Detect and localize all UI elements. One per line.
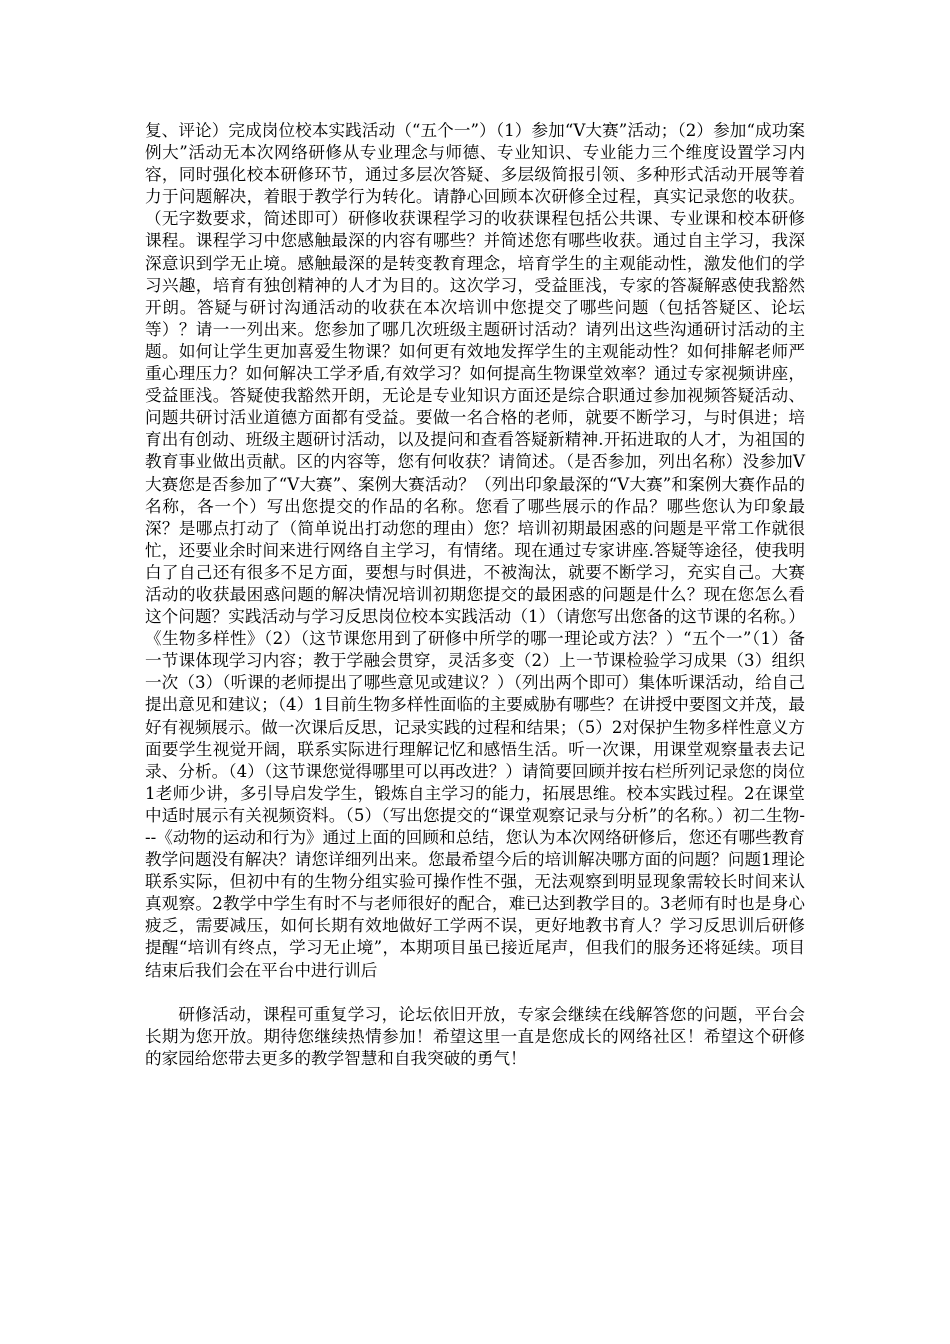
- body-paragraph-2: 研修活动，课程可重复学习，论坛依旧开放，专家会继续在线解答您的问题，平台会长期为您开放。期待您继续热情参加！希望这里一直是您成长的网络社区！希望这个研修的家园给您带去更多的教学智慧和自我突破的勇气！: [145, 1004, 805, 1068]
- body-paragraph-1: 复、评论）完成岗位校本实践活动（“五个一”）（1）参加“V大赛”活动；（2）参加“成功案例大”活动无本次网络研修从专业理念与师德、专业知识、专业能力三个维度设置学习内容，同时强化校本研修环节，通过多层次答疑、多层级简报引领、多种形式活动开展等着力于问题解决，着眼于教学行为转化。请静心回顾本次研修全过程，真实记录您的收获。（无字数要求，简述即可）研修收获课程学习的收获课程包括公共课、专业课和校本研修课程。课程学习中您感触最深的内容有哪些？并简述您有哪些收获。通过自主学习，我深深意识到学无止境。感触最深的是转变教育理念，培育学生的主观能动性，激发他们的学习兴趣，培育有独创精神的人才为目的。这次学习，受益匪浅，专家的答凝解惑使我豁然开朗。答疑与研讨沟通活动的收获在本次培训中您提交了哪些问题（包括答疑区、论坛等）？请一一列出来。您参加了哪几次班级主题研讨活动？请列出这些沟通研讨活动的主题。如何让学生更加喜爱生物课？如何更有效地发挥学生的主观能动性？如何排解老师严重心理压力？如何解决工学矛盾,有效学习？如何提高生物课堂效率？通过专家视频讲座，受益匪浅。答疑使我豁然开朗，无论是专业知识方面还是综合职通过参加视频答疑活动、问题共研讨活业道德方面都有受益。要做一名合格的老师，就要不断学习，与时俱进；培育出有创动、班级主题研讨活动，以及提问和查看答疑新精神.开拓进取的人才，为祖国的教育事业做出贡献。区的内容等，您有何收获？请简述。（是否参加，列出名称）没参加V大赛您是否参加了“V大赛”、案例大赛活动？（列出印象最深的“V大赛”和案例大赛作品的名称，各一个）写出您提交的作品的名称。您看了哪些展示的作品？哪些您认为印象最深？是哪点打动了（简单说出打动您的理由）您？培训初期最困惑的问题是平常工作就很忙，还要业余时间来进行网络自主学习，有情绪。现在通过专家讲座.答疑等途径，使我明白了自己还有很多不足方面，要想与时俱进，不被淘汰，就要不断学习，充实自己。大赛活动的收获最困惑问题的解决情况培训初期您提交的最困惑的问题是什么？现在您怎么看这个问题？实践活动与学习反思岗位校本实践活动（1）（请您写出您备的这节课的名称。）《生物多样性》（2）（这节课您用到了研修中所学的哪一理论或方法？）“五个一”（1）备一节课体现学习内容；教于学融会贯穿，灵活多变（2）上一节课检验学习成果（3）组织一次（3）（听课的老师提出了哪些意见或建议？）（列出两个即可）集体听课活动，给自己提出意见和建议；（4）1目前生物多样性面临的主要威胁有哪些？在讲授中要图文并茂，最好有视频展示。做一次课后反思，记录实践的过程和结果；（5）2对保护生物多样性意义方面要学生视觉开阔，联系实际进行理解记忆和感悟生活。听一次课，用课堂观察量表去记录、分析。（4）（这节课您觉得哪里可以再改进？）请简要回顾并按右栏所列记录您的岗位1老师少讲，多引导启发学生，锻炼自主学习的能力，拓展思维。校本实践过程。2在课堂中适时展示有关视频资料。（5）（写出您提交的“课堂观察记录与分析”的名称。）初二生物---《动物的运动和行为》通过上面的回顾和总结，您认为本次网络研修后，您还有哪些教育教学问题没有解决？请您详细列出来。您最希望今后的培训解决哪方面的问题？问题1理论联系实际，但初中有的生物分组实验可操作性不强，无法观察到明显现象需较长时间来认真观察。2教学中学生有时不与老师很好的配合，难已达到教学目的。3老师有时也是身心疲乏，需要减压，如何长期有效地做好工学两不误，更好地教书育人？学习反思训后研修提醒“培训有终点，学习无止境”，本期项目虽已接近尾声，但我们的服务还将延续。项目结束后我们会在平台中进行训后: [145, 121, 806, 980]
- document-body: [145, 120, 805, 1070]
